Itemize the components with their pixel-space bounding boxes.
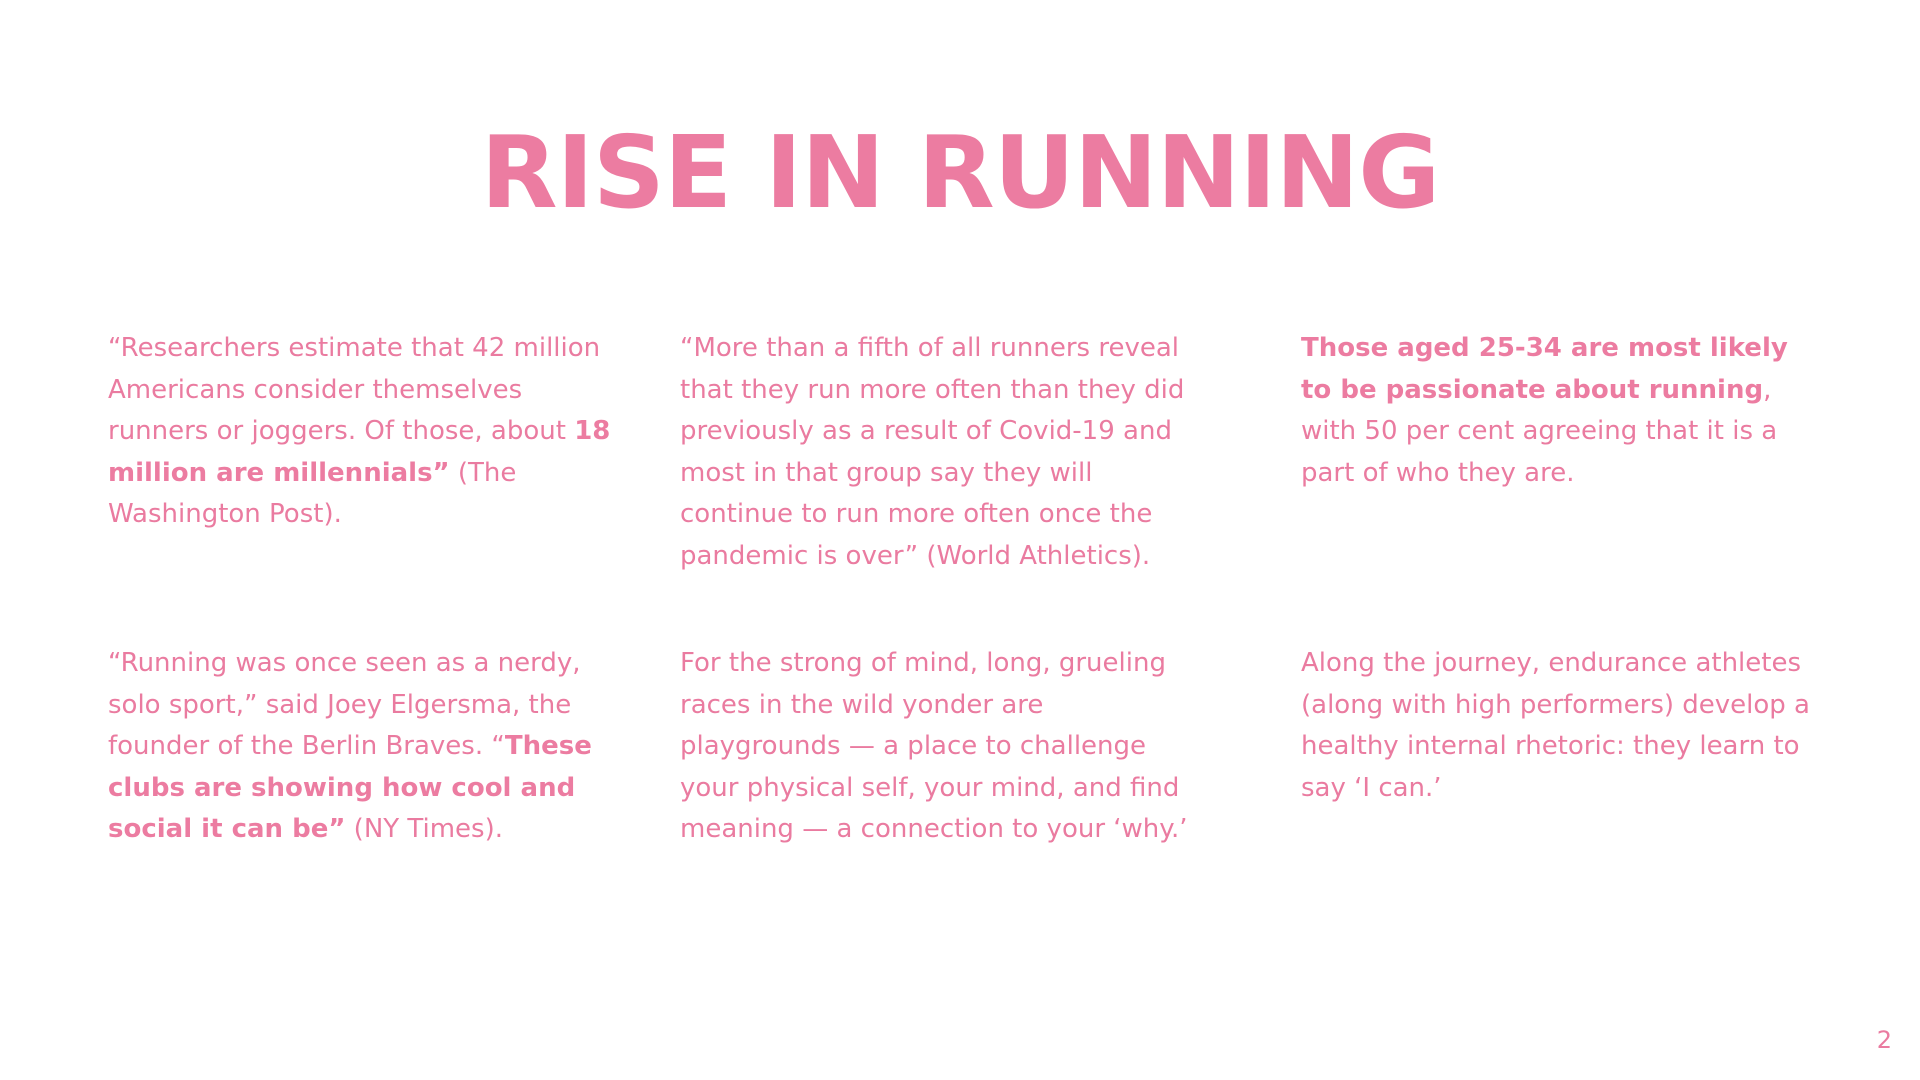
highlight-text: These clubs are showing how cool and social it can be” xyxy=(108,731,592,844)
text-run: (The Washington Post). xyxy=(108,457,517,529)
page-number: 2 xyxy=(1876,1026,1892,1054)
text-run: Along the journey, endurance athletes (along with high performers) develop a healthy internal rhetoric: they learn to say ‘I can.’ xyxy=(1301,648,1810,803)
text-block-age-group xyxy=(1301,328,1821,494)
text-run: For the strong of mind, long, grueling races in the wild yonder are playgrounds — a place to challenge your physical self, your mind, and find meaning — a connection to your ‘why.’ xyxy=(680,648,1188,844)
text-run: “Running was once seen as a nerdy, solo sport,” said Joey Elgersma, the founder of the Berlin Braves. “ xyxy=(108,648,581,761)
highlight-text: Those aged 25-34 are most likely to be passionate about running xyxy=(1301,333,1788,405)
text-block-strong-of-mind xyxy=(680,643,1200,851)
text-block-endurance xyxy=(1301,643,1821,809)
text-block-world-athletics xyxy=(680,328,1200,577)
slide-title: RISE IN RUNNING xyxy=(480,114,1440,231)
text-run: “More than a fifth of all runners reveal that they run more often than they did previously as a result of Covid-19 and most in that group say they will continue to run more often once the pandemic is over” (World Athletics). xyxy=(680,333,1185,571)
text-block-washington-post xyxy=(108,328,628,536)
text-run: , with 50 per cent agreeing that it is a part of who they are. xyxy=(1301,374,1778,488)
text-block-ny-times xyxy=(108,643,628,851)
text-run: (NY Times). xyxy=(345,814,504,844)
text-run: “Researchers estimate that 42 million Americans consider themselves runners or joggers. Of those, about xyxy=(108,333,601,446)
highlight-text: 18 million are millennials” xyxy=(108,416,611,488)
